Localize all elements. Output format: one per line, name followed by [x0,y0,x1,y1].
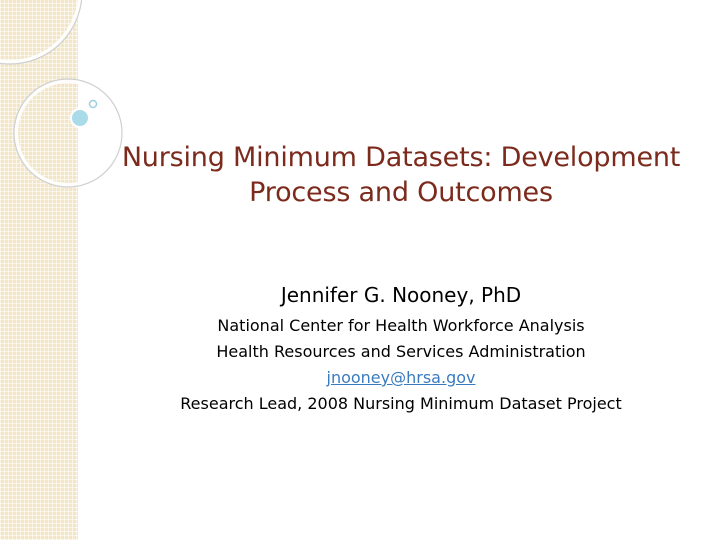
decorative-ring-top [0,0,80,62]
author-role: Research Lead, 2008 Nursing Minimum Dataset Project [180,394,622,413]
decorative-orb-small [90,101,97,108]
slide-subtitle [96,278,706,417]
title-line-2: Process and Outcomes [249,177,553,208]
slide-title [96,140,706,210]
title-line-1: Nursing Minimum Datasets: Development [121,142,681,173]
author-name: Jennifer G. Nooney, PhD [280,283,522,307]
email-link[interactable]: jnooney@hrsa.gov [326,368,476,387]
agency-name: Health Resources and Services Administration [216,342,586,361]
organization-name: National Center for Health Workforce Analysis [217,316,585,335]
decorative-orb-large [71,109,89,127]
